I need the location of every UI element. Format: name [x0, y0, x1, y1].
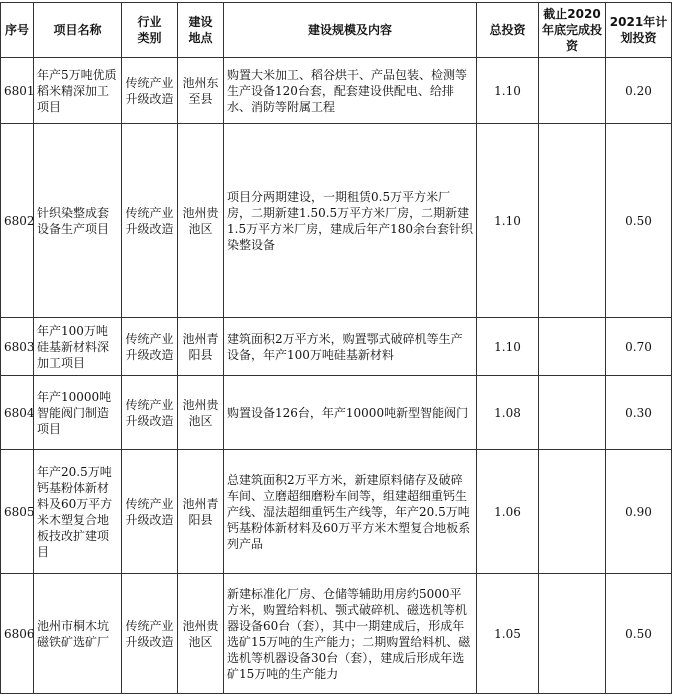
cell-name: 年产5万吨优质稻米精深加工项目 — [34, 58, 122, 124]
cell-completed — [539, 574, 606, 694]
header-seq: 序号 — [1, 3, 34, 58]
cell-industry: 传统产业升级改造 — [122, 124, 178, 318]
cell-completed — [539, 318, 606, 376]
cell-total: 1.10 — [477, 58, 539, 124]
cell-seq: 6805 — [1, 450, 34, 574]
cell-seq: 6801 — [1, 58, 34, 124]
table-row — [1, 574, 672, 694]
header-row — [1, 3, 672, 58]
cell-seq: 6803 — [1, 318, 34, 376]
table-row — [1, 124, 672, 318]
cell-industry: 传统产业升级改造 — [122, 318, 178, 376]
header-name: 项目名称 — [34, 3, 122, 58]
cell-completed — [539, 376, 606, 450]
header-industry: 行业类别 — [122, 3, 178, 58]
cell-seq: 6804 — [1, 376, 34, 450]
cell-location: 池州东至县 — [178, 58, 224, 124]
cell-completed — [539, 124, 606, 318]
cell-location: 池州贵池区 — [178, 376, 224, 450]
cell-industry: 传统产业升级改造 — [122, 574, 178, 694]
cell-name: 年产10000吨智能阀门制造项目 — [34, 376, 122, 450]
header-scope: 建设规模及内容 — [224, 3, 477, 58]
cell-total: 1.10 — [477, 318, 539, 376]
project-table — [0, 2, 672, 694]
table-row — [1, 450, 672, 574]
cell-scope: 新建标准化厂房、仓储等辅助用房约5000平方米，购置给料机、颚式破碎机、磁选机等机器设备60台（套），其中一期建成后，形成年选矿15万吨的生产能力；二期购置给料机、磁选机等机器设备30台（套），建成后形成年选矿15万吨的生产能力 — [224, 574, 477, 694]
cell-location: 池州贵池区 — [178, 574, 224, 694]
cell-total: 1.10 — [477, 124, 539, 318]
cell-plan: 0.50 — [606, 574, 672, 694]
cell-plan: 0.90 — [606, 450, 672, 574]
cell-industry: 传统产业升级改造 — [122, 450, 178, 574]
cell-location: 池州青阳县 — [178, 450, 224, 574]
cell-name: 池州市桐木坑磁铁矿选矿厂 — [34, 574, 122, 694]
cell-location: 池州贵池区 — [178, 124, 224, 318]
cell-seq: 6806 — [1, 574, 34, 694]
cell-completed — [539, 450, 606, 574]
cell-plan: 0.70 — [606, 318, 672, 376]
table-row — [1, 376, 672, 450]
cell-completed — [539, 58, 606, 124]
cell-scope: 项目分两期建设，一期租赁0.5万平方米厂房，二期新建1.50.5万平方米厂房，二期新建1.5万平方米厂房，建成后年产180余台套针织染整设备 — [224, 124, 477, 318]
cell-scope: 购置设备126台，年产10000吨新型智能阀门 — [224, 376, 477, 450]
cell-plan: 0.20 — [606, 58, 672, 124]
cell-total: 1.05 — [477, 574, 539, 694]
cell-name: 针织染整成套设备生产项目 — [34, 124, 122, 318]
cell-industry: 传统产业升级改造 — [122, 376, 178, 450]
cell-plan: 0.50 — [606, 124, 672, 318]
cell-total: 1.06 — [477, 450, 539, 574]
cell-seq: 6802 — [1, 124, 34, 318]
cell-scope: 建筑面积2万平方米，购置鄂式破碎机等生产设备，年产100万吨硅基新材料 — [224, 318, 477, 376]
header-total: 总投资 — [477, 3, 539, 58]
cell-industry: 传统产业升级改造 — [122, 58, 178, 124]
header-plan: 2021年计划投资 — [606, 3, 672, 58]
table-row — [1, 58, 672, 124]
cell-name: 年产100万吨硅基新材料深加工项目 — [34, 318, 122, 376]
cell-total: 1.08 — [477, 376, 539, 450]
cell-name: 年产20.5万吨钙基粉体新材料及60万平方米木塑复合地板技改扩建项目 — [34, 450, 122, 574]
table-row — [1, 318, 672, 376]
header-location: 建设地点 — [178, 3, 224, 58]
cell-scope: 总建筑面积2万平方米，新建原料储存及破碎车间、立磨超细磨粉车间等，组建超细重钙生产线、湿法超细重钙生产线等，年产20.5万吨钙基粉体新材料及60万平方米木塑复合地板系列产品 — [224, 450, 477, 574]
cell-plan: 0.30 — [606, 376, 672, 450]
cell-location: 池州青阳县 — [178, 318, 224, 376]
header-completed: 截止2020年底完成投资 — [539, 3, 606, 58]
cell-scope: 购置大米加工、稻谷烘干、产品包装、检测等生产设备120台套，配套建设供配电、给排水、消防等附属工程 — [224, 58, 477, 124]
